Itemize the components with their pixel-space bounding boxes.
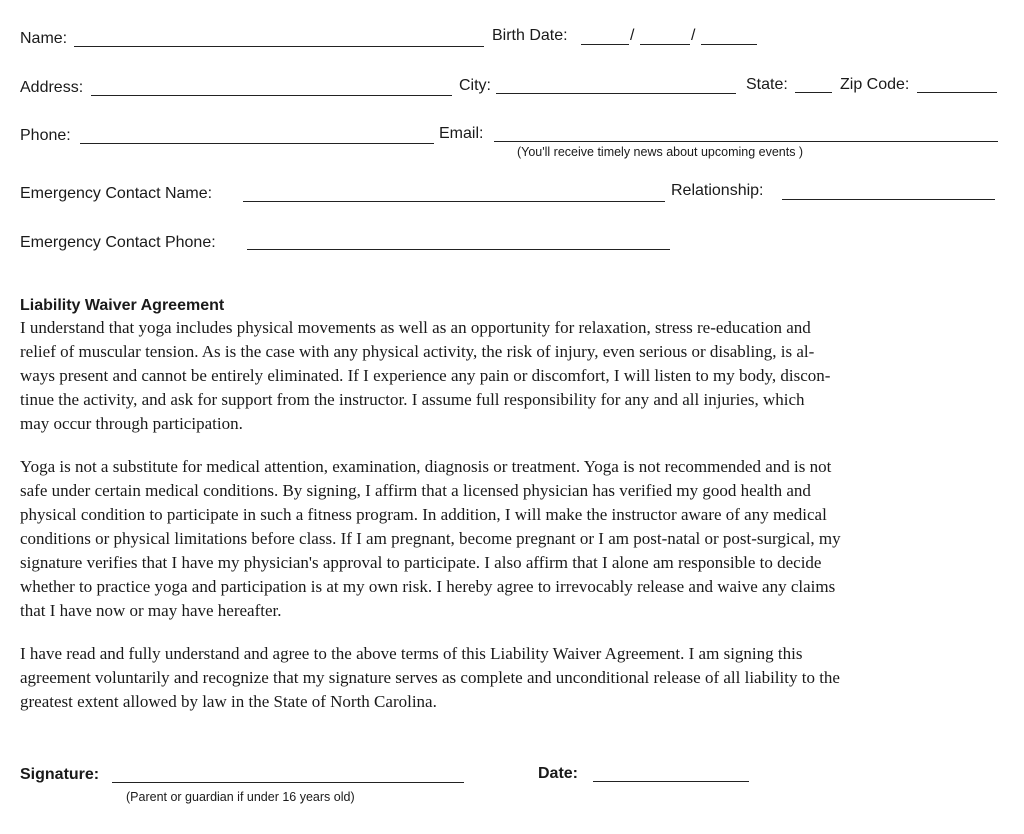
address-label: Address: (20, 79, 84, 96)
date-label: Date: (538, 765, 579, 782)
waiver-line: whether to practice yoga and participation is at my own risk. I hereby agree to irrevocably release and waive any claims (20, 577, 836, 596)
waiver-line: I understand that yoga includes physical movements as well as an opportunity for relaxation, stress re-education and (20, 318, 811, 337)
waiver-line: tinue the activity, and ask for support from the instructor. I assume full responsibility for any and all injuries, which (20, 390, 805, 409)
emergency-contact-name-field[interactable] (243, 201, 665, 202)
waiver-line: Yoga is not a substitute for medical attention, examination, diagnosis or treatment. Yoga is not recommended and is not (20, 457, 832, 476)
name-label: Name: (20, 30, 68, 47)
waiver-line: that I have now or may have hereafter. (20, 601, 282, 620)
email-field[interactable] (494, 141, 998, 142)
birth-date-label: Birth Date: (492, 27, 568, 44)
waiver-line: greatest extent allowed by law in the State of North Carolina. (20, 692, 437, 711)
waiver-line: physical condition to participate in such a fitness program. In addition, I will make the instructor aware of any medical (20, 505, 827, 524)
city-field[interactable] (496, 93, 736, 94)
waiver-line: relief of muscular tension. As is the case with any physical activity, the risk of injury, even serious or disabling, is al- (20, 342, 815, 361)
city-label: City: (459, 77, 491, 94)
waiver-paragraph-3 (20, 642, 1000, 714)
zip-code-label: Zip Code: (840, 76, 910, 93)
address-field[interactable] (91, 95, 452, 96)
phone-label: Phone: (20, 127, 71, 144)
waiver-paragraph-2 (20, 455, 1000, 623)
emergency-contact-phone-field[interactable] (247, 249, 670, 250)
waiver-line: signature verifies that I have my physician's approval to participate. I also affirm that I alone am responsible to decide (20, 553, 822, 572)
zip-code-field[interactable] (917, 92, 997, 93)
signature-label: Signature: (20, 766, 100, 783)
phone-field[interactable] (80, 143, 434, 144)
waiver-line: agreement voluntarily and recognize that my signature serves as complete and unconditional release of all liability to the (20, 668, 840, 687)
waiver-line: conditions or physical limitations before class. If I am pregnant, become pregnant or I am post-natal or post-surgical, my (20, 529, 841, 548)
waiver-paragraph-1 (20, 316, 1000, 436)
signature-hint: (Parent or guardian if under 16 years old) (126, 790, 355, 804)
date-field[interactable] (593, 781, 749, 782)
emergency-contact-phone-label: Emergency Contact Phone: (20, 234, 216, 251)
birth-year-field[interactable] (701, 44, 757, 45)
birth-month-field[interactable] (581, 44, 629, 45)
waiver-title: Liability Waiver Agreement (20, 297, 225, 314)
relationship-field[interactable] (782, 199, 995, 200)
birth-date-separator: / (691, 27, 696, 44)
waiver-line: ways present and cannot be entirely eliminated. If I experience any pain or discomfort, I will listen to my body, discon- (20, 366, 831, 385)
birth-day-field[interactable] (640, 44, 690, 45)
waiver-line: may occur through participation. (20, 414, 243, 433)
email-label: Email: (439, 125, 484, 142)
state-field[interactable] (795, 92, 832, 93)
waiver-line: safe under certain medical conditions. By signing, I affirm that a licensed physician has verified my good health and (20, 481, 811, 500)
emergency-contact-name-label: Emergency Contact Name: (20, 185, 213, 202)
waiver-line: I have read and fully understand and agree to the above terms of this Liability Waiver Agreement. I am signing this (20, 644, 803, 663)
state-label: State: (746, 76, 788, 93)
signature-field[interactable] (112, 782, 464, 783)
birth-date-separator: / (630, 27, 635, 44)
relationship-label: Relationship: (671, 182, 764, 199)
email-hint: (You'll receive timely news about upcoming events ) (517, 145, 804, 159)
name-field[interactable] (74, 46, 484, 47)
